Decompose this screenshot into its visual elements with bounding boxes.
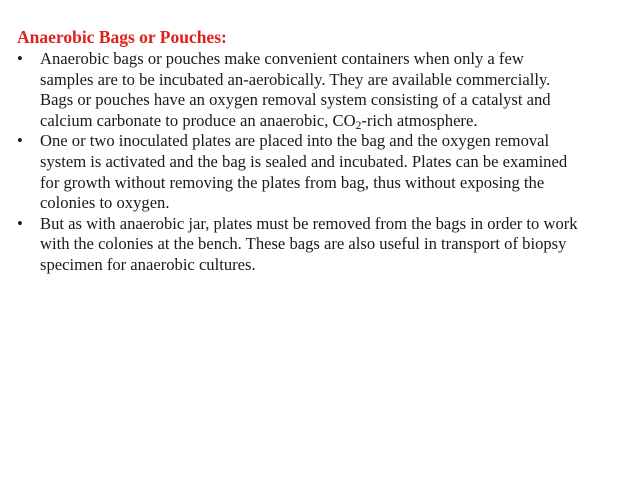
bullet-marker: • [17, 131, 23, 151]
bullet-marker: • [17, 213, 23, 233]
text-line: Anaerobic bags or pouches make convenient containers when only a few [40, 49, 524, 68]
text-line: colonies to oxygen. [40, 193, 170, 213]
bullet-marker: • [17, 49, 23, 68]
text-line: with the colonies at the bench. These bags are also useful in transport of biopsy [40, 234, 567, 254]
text-fragment: calcium carbonate to produce an anaerobic, CO [40, 110, 356, 130]
bullet-list [17, 49, 622, 276]
text-line: But as with anaerobic jar, plates must be removed from the bags in order to work [40, 213, 578, 233]
text-line: Bags or pouches have an oxygen removal system consisting of a catalyst and [40, 90, 551, 110]
subscript: 2 [355, 119, 362, 132]
text-line: specimen for anaerobic cultures. [40, 254, 256, 274]
text-line-co2 [40, 111, 622, 132]
bullet-item-anaerobic-bags [17, 49, 622, 131]
bullet-item-inoculated-plates [17, 131, 622, 213]
text-line: One or two inoculated plates are placed into the bag and the oxygen removal [40, 131, 550, 151]
slide-heading: Anaerobic Bags or Pouches: [17, 27, 227, 47]
text-line: for growth without removing the plates from bag, thus without exposing the [40, 172, 545, 192]
text-line: samples are to be incubated an-aerobically. They are available commercially. [40, 69, 551, 89]
text-fragment: -rich atmosphere. [361, 110, 478, 130]
bullet-item-remove-plates [17, 214, 622, 276]
text-line: system is activated and the bag is sealed and incubated. Plates can be examined [40, 151, 568, 171]
